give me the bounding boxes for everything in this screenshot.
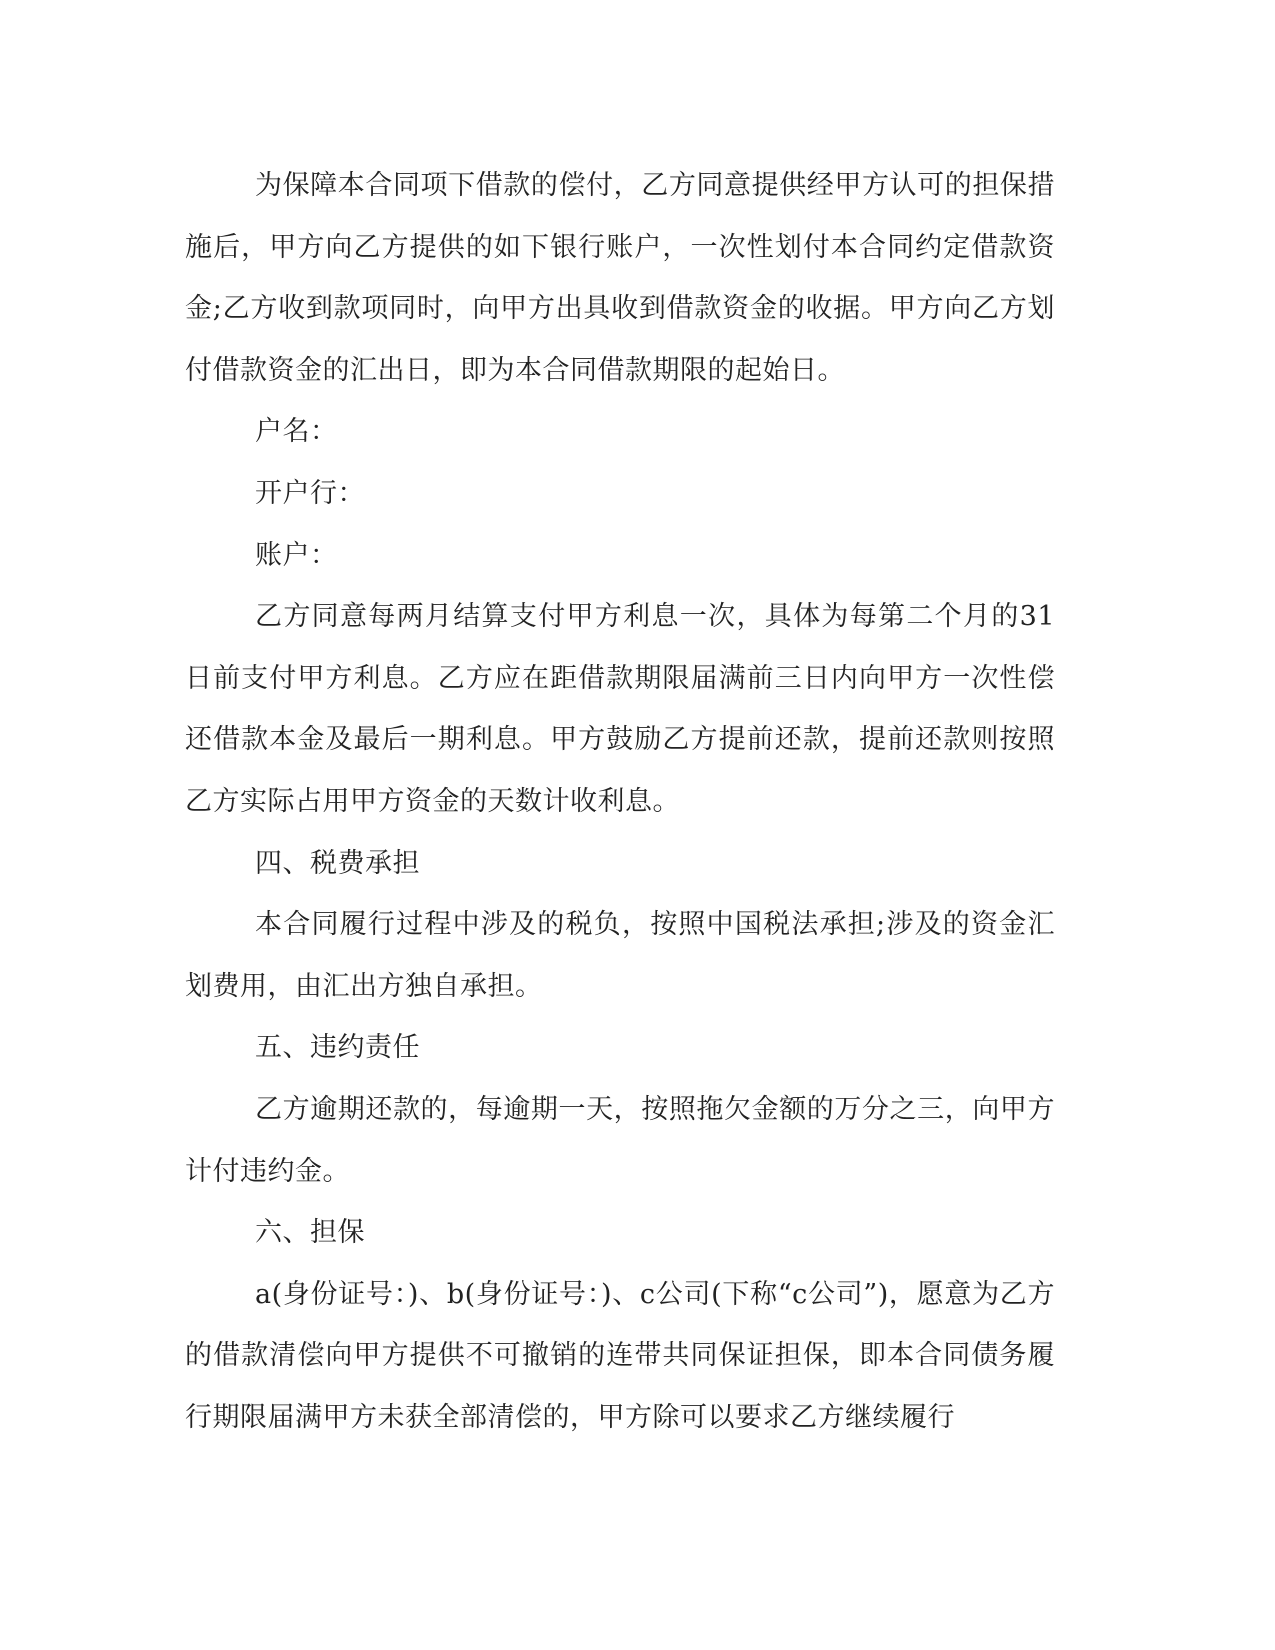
document-body (185, 155, 1055, 1448)
field-bank: 开户行： (255, 477, 365, 509)
paragraph-guarantee: a(身份证号：)、b(身份证号：)、c公司(下称“c公司”)，愿意为乙方的借款清偿向甲方提供不可撤销的连带共同保证担保，即本合同债务履行期限届满甲方未获全部清偿的，甲方除可以要求乙方继续履行 (185, 1278, 1055, 1433)
paragraph-taxes: 本合同履行过程中涉及的税负，按照中国税法承担;涉及的资金汇划费用，由汇出方独自承担。 (185, 909, 1055, 1002)
section-heading-guarantee: 六、担保 (255, 1217, 365, 1249)
field-account-number: 账户： (255, 539, 338, 571)
paragraph-loan-disbursement: 为保障本合同项下借款的偿付，乙方同意提供经甲方认可的担保措施后，甲方向乙方提供的如下银行账户，一次性划付本合同约定借款资金;乙方收到款项同时，向甲方出具收到借款资金的收据。甲方向乙方划付借款资金的汇出日，即为本合同借款期限的起始日。 (185, 170, 1055, 386)
paragraph-breach: 乙方逾期还款的，每逾期一天，按照拖欠金额的万分之三，向甲方计付违约金。 (185, 1093, 1055, 1187)
field-account-name: 户名： (255, 416, 338, 448)
section-heading-taxes: 四、税费承担 (255, 847, 420, 879)
paragraph-interest-payment: 乙方同意每两月结算支付甲方利息一次，具体为每第二个月的31日前支付甲方利息。乙方应在距借款期限届满前三日内向甲方一次性偿还借款本金及最后一期利息。甲方鼓励乙方提前还款，提前还款则按照乙方实际占用甲方资金的天数计收利息。 (185, 601, 1055, 817)
section-heading-breach: 五、违约责任 (255, 1032, 420, 1064)
